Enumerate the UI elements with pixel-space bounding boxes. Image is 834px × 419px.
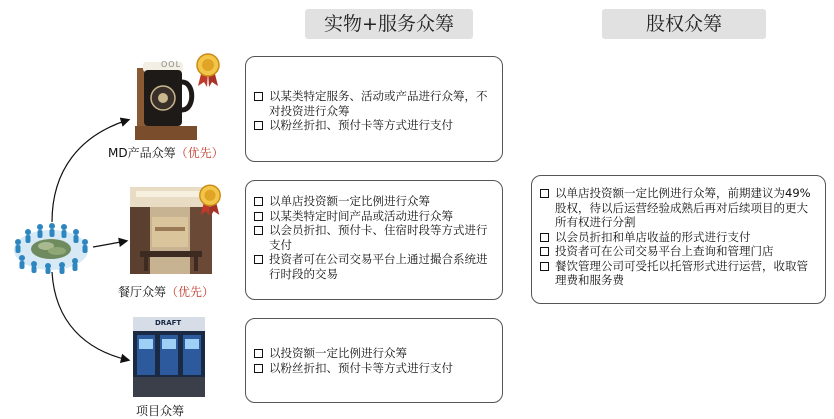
equity-box xyxy=(531,175,826,304)
list-item: 投资者可在公司交易平台上通过撮合系统进行时段的交易 xyxy=(254,252,492,281)
caption-project: 项目众筹 xyxy=(136,404,185,418)
crowd-icon xyxy=(10,222,92,274)
header-physical-service: 实物+服务众筹 xyxy=(305,9,473,39)
arrow-to-project xyxy=(52,272,128,360)
list-item: 餐饮管理公司可受托以托管形式进行运营，收取管理费和服务费 xyxy=(540,259,815,288)
arrow-to-restaurant xyxy=(93,241,126,247)
md-product-box xyxy=(245,56,503,162)
list-item: 以单店投资额一定比例进行众筹 xyxy=(254,194,492,209)
project-photo xyxy=(133,317,205,397)
list-item: 以粉丝折扣、预付卡等方式进行支付 xyxy=(254,361,492,376)
list-item: 以会员折扣和单店收益的形式进行支付 xyxy=(540,230,815,245)
list-item: 以单店投资额一定比例进行众筹，前期建议为49%股权，待以后运营经验成熟后再对后续项目的更大所有权进行分割 xyxy=(540,186,815,230)
priority-label: （优先） xyxy=(166,285,215,299)
medal-icon xyxy=(194,52,222,88)
arrow-to-md xyxy=(52,120,128,222)
priority-label: （优先） xyxy=(175,146,224,160)
kiosk-sign-text: DRAFT xyxy=(155,319,182,327)
list-item: 以投资额一定比例进行众筹 xyxy=(254,346,492,361)
list-item: 以某类特定服务、活动或产品进行众筹，不对投资进行众筹 xyxy=(254,89,492,118)
list-item: 投资者可在公司交易平台上查询和管理门店 xyxy=(540,244,815,259)
list-item: 以粉丝折扣、预付卡等方式进行支付 xyxy=(254,118,492,133)
restaurant-box xyxy=(245,180,503,300)
mug-logo-text: OOL xyxy=(161,60,182,69)
caption-restaurant: 餐厅众筹（优先） xyxy=(118,285,215,299)
caption-md-product: MD产品众筹（优先） xyxy=(108,146,224,160)
list-item: 以会员折扣、预付卡、住宿时段等方式进行支付 xyxy=(254,223,492,252)
medal-icon xyxy=(197,182,223,218)
header-equity: 股权众筹 xyxy=(602,9,766,39)
project-box xyxy=(245,318,503,403)
md-product-photo xyxy=(135,58,197,140)
list-item: 以某类特定时间产品或活动进行众筹 xyxy=(254,209,492,224)
